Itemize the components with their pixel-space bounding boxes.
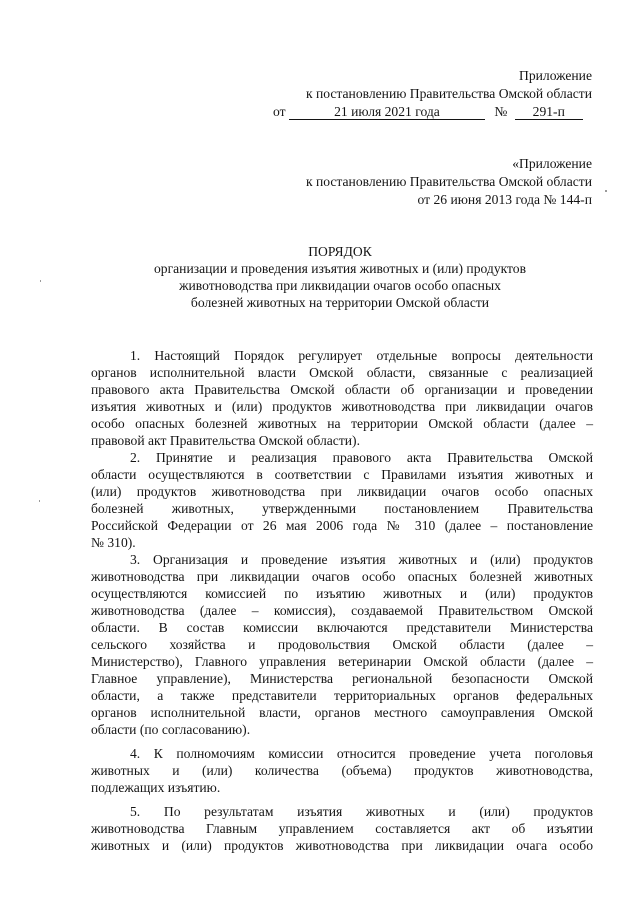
- body-line: изъятия животных и (или) продуктов животноводства при ликвидации очагов: [91, 399, 593, 414]
- body-line: области (по согласованию).: [91, 722, 251, 737]
- decree-date-original: от 26 июня 2013 года № 144-п: [417, 192, 592, 207]
- decree-date-line: [273, 103, 593, 120]
- body-line: области, а также представители территориальных органов федеральных: [91, 688, 593, 703]
- appendix-label-original: «Приложение: [512, 156, 592, 171]
- scan-speck: [39, 500, 40, 502]
- body-line: 5. По результатам изъятия животных и (или) продуктов: [130, 804, 593, 819]
- body-line: Российской Федерации от 26 мая 2006 года № 310 (далее – постановление: [91, 518, 593, 533]
- body-line: правового акта Правительства Омской области об организации и проведении: [91, 382, 593, 397]
- body-line: 1. Настоящий Порядок регулирует отдельные вопросы деятельности: [130, 348, 593, 363]
- body-line: Министерство), Главного управления ветеринарии Омской области (далее –: [91, 654, 593, 669]
- body-line: сельского хозяйства и продовольствия Омской области (далее –: [91, 637, 593, 652]
- document-title: ПОРЯДОК: [308, 244, 372, 259]
- document-subtitle-1: организации и проведения изъятия животных и (или) продуктов: [153, 261, 527, 276]
- body-line: подлежащих изъятию.: [91, 780, 221, 795]
- decree-reference: к постановлению Правительства Омской области: [305, 86, 592, 101]
- document-subtitle-3: болезней животных на территории Омской области: [190, 295, 490, 310]
- body-line: органов исполнительной власти, органов местного самоуправления Омской: [91, 705, 593, 720]
- decree-date: 21 июля 2021 года: [289, 104, 485, 120]
- appendix-label: Приложение: [519, 68, 592, 83]
- from-word: от: [273, 104, 286, 119]
- body-line: области осуществляются в соответствии с Правилами изъятия животных и: [91, 467, 593, 482]
- scan-speck: [40, 280, 41, 282]
- body-line: болезней животных, утвержденными постановлением Правительства: [91, 501, 593, 516]
- body-line: правовой акт Правительства Омской области).: [91, 433, 360, 448]
- body-line: особо опасных болезней животных на территории Омской области (далее –: [91, 416, 593, 431]
- body-line: животноводства при ликвидации очагов особо опасных болезней животных: [91, 569, 593, 584]
- body-line: животных и (или) продуктов животноводства при ликвидации очага особо: [91, 838, 593, 853]
- body-line: № 310).: [91, 535, 136, 550]
- scan-speck: [605, 190, 607, 192]
- body-line: (или) продуктов животноводства при ликвидации очагов особо опасных: [91, 484, 593, 499]
- body-line: осуществляются комиссией по изъятию животных и (или) продуктов: [91, 586, 593, 601]
- decree-number: 291-п: [515, 104, 583, 120]
- number-sign: №: [494, 104, 508, 119]
- body-line: области. В состав комиссии включаются представители Министерства: [91, 620, 593, 635]
- body-line: 3. Организация и проведение изъятия животных и (или) продуктов: [130, 552, 593, 567]
- decree-reference-original: к постановлению Правительства Омской области: [305, 174, 592, 189]
- body-line: животных и (или) количества (объема) продуктов животноводства,: [91, 763, 593, 778]
- body-line: 2. Принятие и реализация правового акта Правительства Омской: [130, 450, 593, 465]
- body-line: Главное управление), Министерства региональной безопасности Омской: [91, 671, 593, 686]
- body-line: животноводства (далее – комиссия), создаваемой Правительством Омской: [91, 603, 593, 618]
- document-subtitle-2: животноводства при ликвидации очагов особо опасных: [179, 278, 501, 293]
- body-line: животноводства Главным управлением составляется акт об изъятии: [91, 821, 593, 836]
- body-line: 4. К полномочиям комиссии относится проведение учета поголовья: [130, 746, 593, 761]
- body-line: органов исполнительной власти Омской области, связанные с реализацией: [91, 365, 593, 380]
